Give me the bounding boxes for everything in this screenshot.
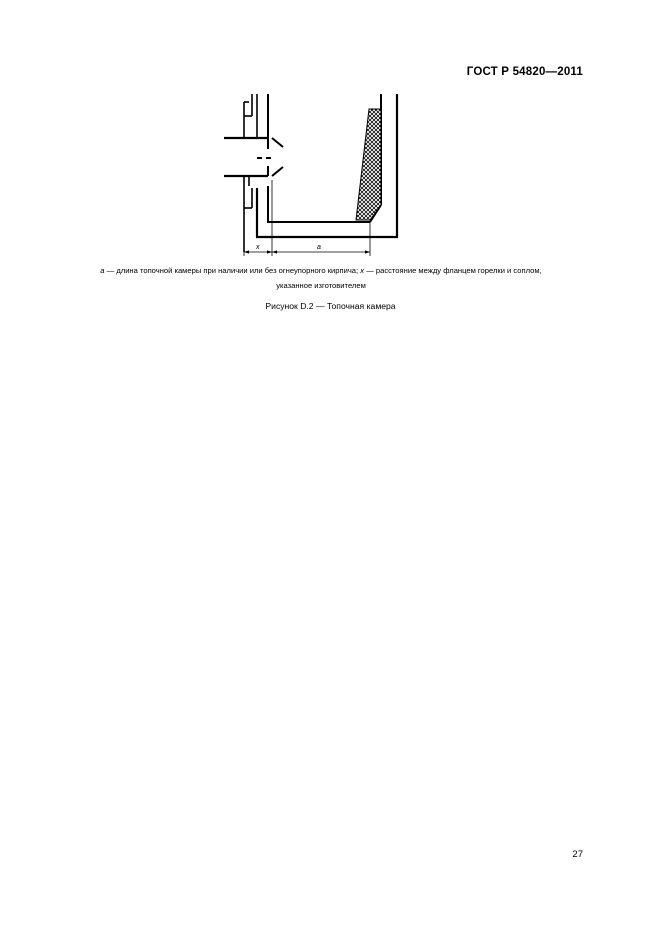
- legend-text-a: — длина топочной камеры при наличии или без огнеупорного кирпича;: [104, 266, 361, 275]
- legend-text-x: — расстояние между фланцем горелки и соплом,: [364, 266, 542, 275]
- combustion-chamber-diagram: [0, 0, 661, 260]
- document-standard-id: ГОСТ Р 54820—2011: [466, 66, 583, 78]
- page-number: 27: [572, 849, 583, 860]
- dimension-label-x: x: [256, 244, 260, 251]
- legend-line-2: указанное изготовителем: [276, 281, 366, 290]
- burner-flange-lower: [244, 176, 252, 252]
- burner-tube: [224, 138, 271, 176]
- dimension-lines: [244, 180, 370, 256]
- burner-flange-upper: [244, 94, 257, 138]
- burner-nozzle: [272, 138, 283, 176]
- figure-legend: [58, 263, 584, 293]
- refractory-brick-lining: [356, 109, 381, 220]
- legend-line-1: [58, 263, 584, 278]
- legend-symbol-x: x: [360, 266, 365, 275]
- legend-symbol-a: a: [100, 266, 105, 275]
- figure-caption: Рисунок D.2 — Топочная камера: [265, 301, 396, 311]
- dimension-label-a: a: [317, 244, 321, 251]
